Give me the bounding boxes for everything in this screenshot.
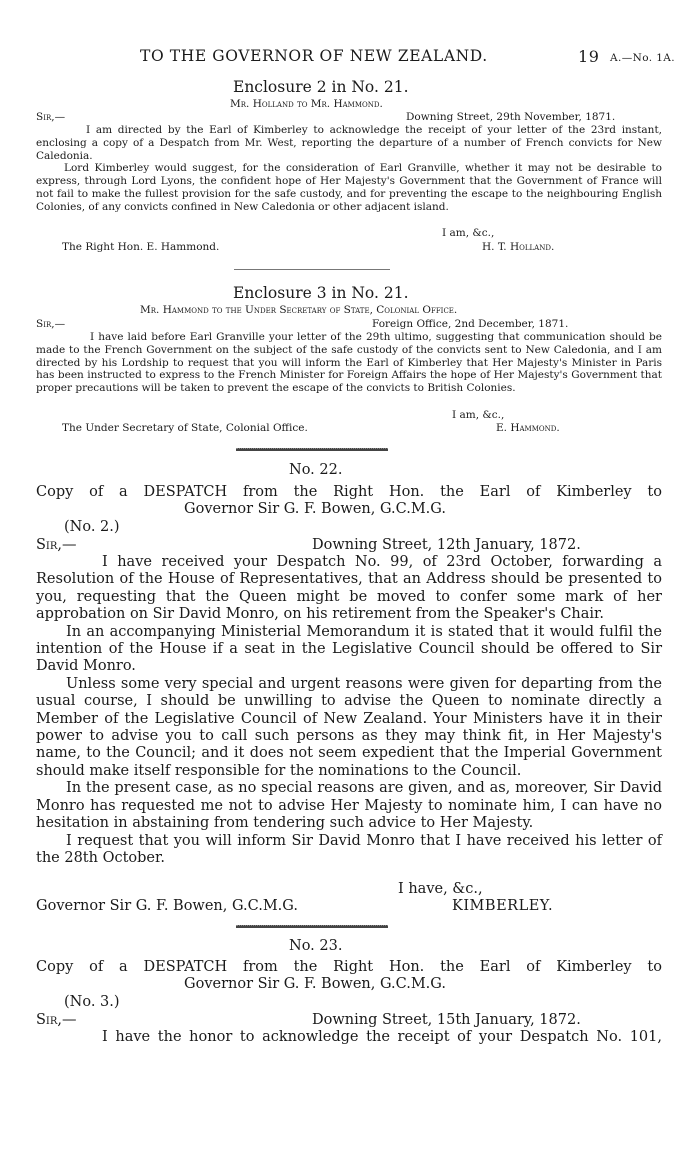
document-reference: A.—No. 1A. <box>610 52 676 64</box>
section-divider <box>236 448 388 451</box>
despatch-22-place-date: Downing Street, 12th January, 1872. <box>312 537 581 553</box>
despatch-22-title-line-1: Copy of a DESPATCH from the Right Hon. the Earl of Kimberley to <box>36 484 662 500</box>
enclosure-2-paragraph: Lord Kimberley would suggest, for the consideration of Earl Granville, whether it may not be desirable to express, through Lord Lyons, the confident hope of Her Majesty's Government that the Government of France will not fail to make the fullest provision for the safe custody, and for preventing the escape to the neighbouring English Colonies, of any convicts confined in New Caledonia or other adjacent island. <box>36 162 662 213</box>
section-divider <box>236 925 388 928</box>
despatch-23-paragraph: I have the honor to acknowledge the receipt of your Despatch No. 101, <box>102 1029 662 1045</box>
despatch-23-place-date: Downing Street, 15th January, 1872. <box>312 1012 581 1028</box>
enclosure-2-closing: I am, &c., <box>442 227 495 239</box>
despatch-22-body <box>36 554 662 867</box>
despatch-22-salutation: Sir,— <box>36 537 77 553</box>
despatch-22-paragraph: I request that you will inform Sir David Monro that I have received his letter of the 28th October. <box>36 832 662 866</box>
despatch-22-addressee: Governor Sir G. F. Bowen, G.C.M.G. <box>36 898 298 914</box>
despatch-23-salutation: Sir,— <box>36 1012 77 1028</box>
enclosure-3-body <box>36 331 662 395</box>
despatch-23-body <box>36 1029 662 1046</box>
despatch-22-title <box>36 484 662 519</box>
enclosure-2-addressee: The Right Hon. E. Hammond. <box>62 241 220 253</box>
despatch-22-title-line-2: Governor Sir G. F. Bowen, G.C.M.G. <box>184 501 446 518</box>
section-divider <box>234 269 390 270</box>
enclosure-3-place-date: Foreign Office, 2nd December, 1871. <box>372 318 569 330</box>
despatch-22-number: No. 22. <box>289 462 343 478</box>
despatch-23-title-line-2: Governor Sir G. F. Bowen, G.C.M.G. <box>184 976 446 993</box>
enclosure-2-body <box>36 124 662 214</box>
enclosure-3-closing: I am, &c., <box>452 409 505 421</box>
despatch-23-title-line-1: Copy of a DESPATCH from the Right Hon. the Earl of Kimberley to <box>36 959 662 975</box>
despatch-22-paragraph: I have received your Despatch No. 99, of 23rd October, forwarding a Resolution of the House of Representatives, that an Address should be presented to you, requesting that the Queen might be moved to confer some mark of her approbation on Sir David Monro, on his retirement from the Speaker's Chair. <box>36 554 662 623</box>
enclosure-2-subheading: Mr. Holland to Mr. Hammond. <box>230 98 383 110</box>
despatch-22-closing: I have, &c., <box>398 881 483 897</box>
despatch-23-number: No. 23. <box>289 938 343 954</box>
enclosure-3-subheading: Mr. Hammond to the Under Secretary of State, Colonial Office. <box>140 304 458 316</box>
enclosure-3-paragraph: I have laid before Earl Granville your letter of the 29th ultimo, suggesting that communication should be made to the French Government on the subject of the safe custody of the convicts sent to New Caledonia, and I am directed by his Lordship to request that you will inform the Earl of Kimberley that Her Majesty's Minister in Paris has been instructed to express to the French Minister for Foreign Affairs the hope of Her Majesty's Government that proper precautions will be taken to prevent the escape of the convicts to British Colonies. <box>36 331 662 395</box>
enclosure-3-signature: E. Hammond. <box>496 422 560 434</box>
despatch-23-number-ref: (No. 3.) <box>64 994 120 1010</box>
enclosure-2-salutation: Sir,— <box>36 111 66 123</box>
despatch-22-paragraph: In an accompanying Ministerial Memorandum it is stated that it would fulfil the intention of the House if a seat in the Legislative Council should be offered to Sir David Monro. <box>36 623 662 675</box>
enclosure-2-place-date: Downing Street, 29th November, 1871. <box>406 111 616 123</box>
enclosure-2-heading: Enclosure 2 in No. 21. <box>233 78 409 96</box>
enclosure-3-salutation: Sir,— <box>36 318 66 330</box>
enclosure-2-paragraph: I am directed by the Earl of Kimberley to acknowledge the receipt of your letter of the 23rd instant, enclosing a copy of a Despatch from Mr. West, reporting the departure of a number of French convicts for New Caledonia. <box>36 124 662 162</box>
page-header-title: TO THE GOVERNOR OF NEW ZEALAND. <box>140 47 488 65</box>
despatch-23-title <box>36 959 662 994</box>
despatch-22-paragraph: Unless some very special and urgent reasons were given for departing from the usual course, I should be unwilling to advise the Queen to nominate directly a Member of the Legislative Council of New Zealand. Your Ministers have it in their power to advise you to call such persons as they may think fit, in Her Majesty's name, to the Council; and it does not seem expedient that the Imperial Government should make itself responsible for the nominations to the Council. <box>36 675 662 779</box>
despatch-22-number-ref: (No. 2.) <box>64 519 120 535</box>
enclosure-2-signature: H. T. Holland. <box>482 241 555 253</box>
enclosure-3-addressee: The Under Secretary of State, Colonial Office. <box>62 422 308 434</box>
despatch-22-paragraph: In the present case, as no special reasons are given, and as, moreover, Sir David Monro has requested me not to advise Her Majesty to nominate him, I can have no hesitation in abstaining from tendering such advice to Her Majesty. <box>36 780 662 832</box>
page-number: 19 <box>578 47 600 66</box>
despatch-22-signature: KIMBERLEY. <box>452 898 554 914</box>
enclosure-3-heading: Enclosure 3 in No. 21. <box>233 284 409 302</box>
